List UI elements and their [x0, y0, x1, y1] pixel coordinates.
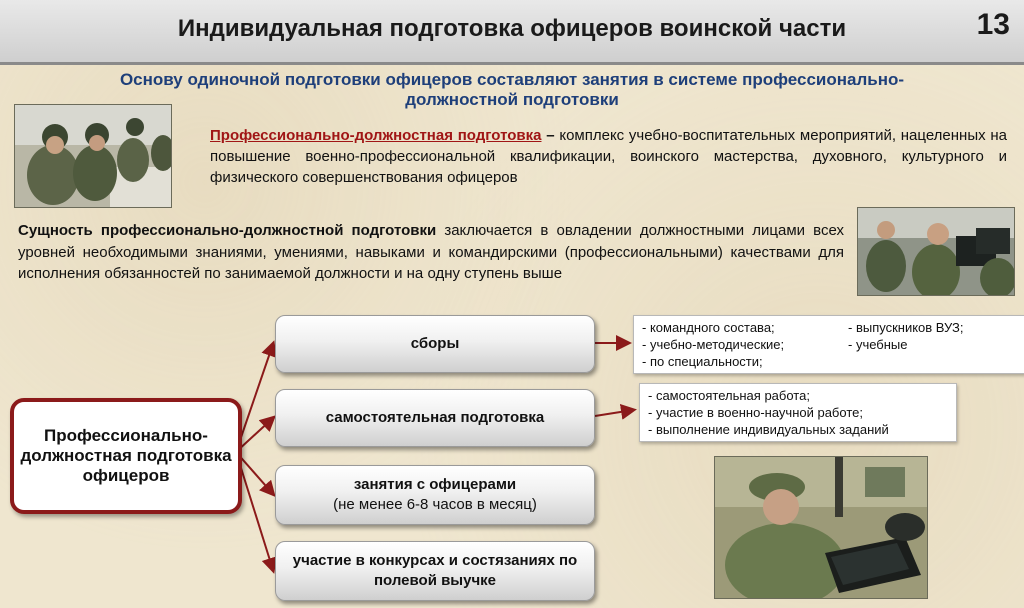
- arrow-self-study-to-list: [595, 410, 633, 416]
- page-title: Индивидуальная подготовка офицеров воинской части: [177, 15, 847, 42]
- node-self-study: [275, 389, 595, 447]
- self-study-list-item: - участие в военно-научной работе;: [648, 405, 863, 420]
- essence-text: заключается в овладении должностными лицами всех уровней необходимыми знаниями, умениями, навыками и командирскими (профессиональными) качествами для исполнения обязанностей по занимаемой должности и на одну ступень выше: [18, 222, 844, 282]
- self-study-list-item: - выполнение индивидуальных заданий: [648, 422, 889, 437]
- node-classes-sub: (не менее 6-8 часов в месяц): [333, 496, 537, 513]
- root-box: [10, 398, 242, 514]
- definition-dash: –: [541, 127, 560, 144]
- subtitle-line-2: должностной подготовки: [405, 90, 619, 109]
- node-classes: [275, 465, 595, 525]
- sbory-list-row: [642, 319, 1016, 336]
- root-label: Профессионально-должностная подготовка офицеров: [20, 426, 232, 485]
- subtitle-line-1: Основу одиночной подготовки офицеров составляют занятия в системе профессионально-: [119, 70, 905, 89]
- sbory-list-item: - по специальности;: [642, 354, 763, 369]
- node-competitions: [275, 541, 595, 601]
- self-study-list-item: - самостоятельная работа;: [648, 388, 810, 403]
- definition-term: Профессионально-должностная подготовка: [210, 127, 542, 144]
- essence-term: Сущность профессионально-должностной подготовки: [18, 222, 437, 239]
- definition-text: комплекс учебно-воспитательных мероприятий, нацеленных на повышение военно-профессиональной квалификации, воинского мастерства, духовного, культурного и физического совершенствования офицеров: [210, 127, 1007, 186]
- sbory-list-row: [642, 336, 1016, 353]
- sbory-list: [633, 315, 1024, 374]
- slide-number: 13: [976, 8, 1010, 41]
- sbory-list-item: - выпускников ВУЗ;: [848, 320, 964, 335]
- node-sbory-label: сборы: [410, 335, 460, 352]
- self-study-list: [639, 383, 957, 442]
- sbory-list-row: [642, 353, 1016, 370]
- node-competitions-label: участие в конкурсах и состязаниях по полевой выучке: [292, 552, 578, 589]
- node-classes-label: занятия с офицерами: [353, 476, 517, 493]
- photo-soldier-with-laptop-image: [715, 457, 927, 598]
- node-self-study-label: самостоятельная подготовка: [325, 409, 545, 426]
- photo-soldier-with-laptop: [714, 456, 928, 599]
- node-sbory: [275, 315, 595, 373]
- sbory-list-item: - учебно-методические;: [642, 337, 785, 352]
- sbory-list-item: - учебные: [848, 337, 908, 352]
- sbory-list-item: - командного состава;: [642, 320, 775, 335]
